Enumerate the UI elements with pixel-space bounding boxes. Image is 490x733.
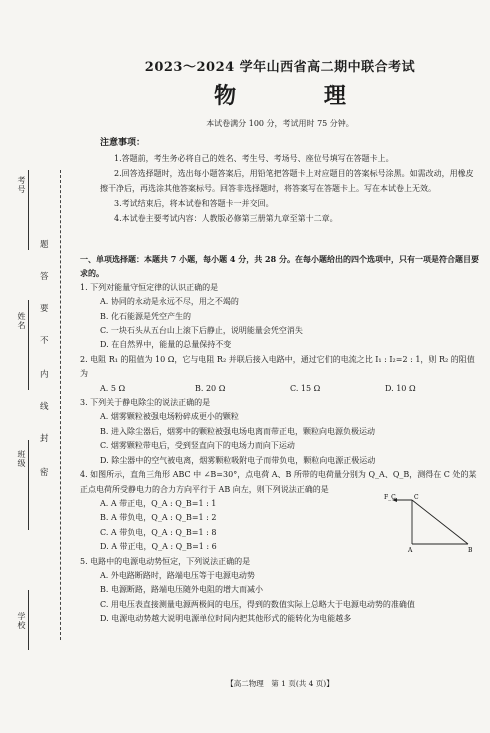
question-1-stem: 1. 下列对能量守恒定律的认识正确的是 (80, 282, 219, 292)
school-line (28, 590, 29, 650)
vertex-c-label: C (414, 494, 419, 502)
question-2-options (80, 382, 480, 396)
page-footer: 【高二物理 第 1 页(共 4 页)】 (226, 679, 334, 688)
question-1-option: A. 协同的永动是永远不尽，用之不竭的 (100, 297, 239, 307)
triangle-figure (380, 494, 480, 554)
question-4-option: D. A 带正电，Q_A : Q_B=1 : 6 (100, 542, 217, 552)
seal-char: 封 (40, 434, 49, 444)
exam-no-line (28, 170, 29, 250)
seal-char: 要 (40, 304, 49, 314)
question-3-option: C. 烟雾颗粒带电后，受到竖直向下的电场力而向下运动 (100, 441, 295, 451)
question-3-option: B. 进入除尘器后，烟雾中的颗粒被强电场电离而带正电，颗粒向电源负极运动 (100, 426, 375, 436)
seal-char: 答 (40, 272, 49, 282)
seal-char: 密 (40, 468, 49, 478)
seal-char: 线 (40, 402, 49, 412)
seal-char: 内 (40, 370, 49, 380)
question-5-option: A. 外电路断路时，路端电压等于电源电动势 (100, 570, 255, 580)
question-2-option: B. 20 Ω (195, 383, 226, 393)
seal-char: 题 (40, 240, 49, 250)
section-heading: 一、单项选择题：本题共 7 小题，每小题 4 分，共 28 分。在每小题给出的四个选项中，只有一项是符合题目要求的。 (80, 254, 479, 279)
question-4-option: B. A 带负电，Q_A : Q_B=1 : 2 (100, 513, 217, 523)
binding-strip (0, 0, 78, 733)
question-3-option: D. 除尘器中的空气被电离，烟雾颗粒吸附电子而带负电，颗粒向电源正极运动 (100, 455, 376, 465)
question-5-option: B. 电源断路，路端电压随外电阻的增大而减小 (100, 585, 263, 595)
question-4 (80, 468, 480, 554)
question-2-stem: 2. 电阻 R₁ 的阻值为 10 Ω，它与电阻 R₂ 并联后接入电路中，通过它们的电流之比 I₁ : I₂=2 : 1，则 R₂ 的阻值为 (80, 354, 475, 379)
exam-header (80, 56, 480, 110)
question-2-option: C. 15 Ω (290, 383, 321, 393)
question-2-option: A. 5 Ω (100, 383, 126, 393)
exam-title: 2023～2024 学年山西省高二期中联合考试 (144, 60, 416, 75)
question-4-option: A. A 带正电，Q_A : Q_B=1 : 1 (100, 498, 217, 508)
question-5-option: C. 用电压表直接测量电源两极间的电压，得到的数值实际上总略大于电源电动势的准确值 (100, 599, 415, 609)
vertex-a-label: A (408, 547, 413, 555)
school-label: 学校 (17, 612, 26, 630)
question-3-stem: 3. 下列关于静电除尘的说法正确的是 (80, 398, 211, 408)
question-1-option: B. 化石能源是凭空产生的 (100, 311, 191, 321)
question-1-option: D. 在自然界中，能量的总量保持不变 (100, 340, 232, 350)
notes-heading: 注意事项： (100, 138, 146, 148)
note-item: 4.本试卷主要考试内容：人教版必修第三册第九章至第十二章。 (114, 214, 338, 223)
question-2-option: D. 10 Ω (385, 383, 416, 393)
seal-char: 不 (40, 336, 49, 346)
questions (80, 252, 480, 627)
force-label: F_C (384, 494, 396, 502)
question-5-option: D. 电源电动势越大说明电源单位时间内把其他形式的能转化为电能越多 (100, 614, 352, 624)
question-4-stem: 4. 如图所示，直角三角形 ABC 中 ∠B=30°，点电荷 A、B 所带的电荷量分别为 Q_A、Q_B，测得在 C 处的某正点电荷所受静电力的合力方向平行于 AB 向左，则下列说法正确的是 (80, 470, 477, 494)
exam-meta: 本试卷满分 100 分，考试用时 75 分钟。 (206, 119, 354, 128)
note-item: 1.答题前，考生务必将自己的姓名、考生号、考场号、座位号填写在答题卡上。 (114, 154, 394, 163)
name-line (28, 300, 29, 390)
seal-line (60, 170, 61, 640)
class-label: 班级 (17, 450, 26, 468)
note-item: 2.回答选择题时，选出每小题答案后，用铅笔把答题卡上对应题目的答案标号涂黑。如需改动，用橡皮擦干净后，再选涂其他答案标号。回答非选择题时，将答案写在答题卡上。写在本试卷上无效。 (100, 169, 474, 193)
question-4-option: C. A 带负电，Q_A : Q_B=1 : 8 (100, 527, 217, 537)
class-line (28, 440, 29, 530)
note-item: 3.考试结束后，将本试卷和答题卡一并交回。 (114, 199, 274, 208)
question-3-option: A. 烟雾颗粒被强电场粉碎成更小的颗粒 (100, 412, 239, 422)
question-5-stem: 5. 电路中的电源电动势恒定，下列说法正确的是 (80, 556, 251, 566)
notes-block (100, 136, 480, 226)
question-1-option: C. 一块石头从五台山上滚下后静止，说明能量会凭空消失 (100, 326, 303, 336)
vertex-b-label: B (468, 547, 473, 555)
edge-cb (412, 500, 468, 544)
name-label: 姓名 (17, 312, 26, 330)
exam-no-label: 考号 (17, 176, 26, 194)
subject-title: 物 理 (214, 83, 386, 109)
